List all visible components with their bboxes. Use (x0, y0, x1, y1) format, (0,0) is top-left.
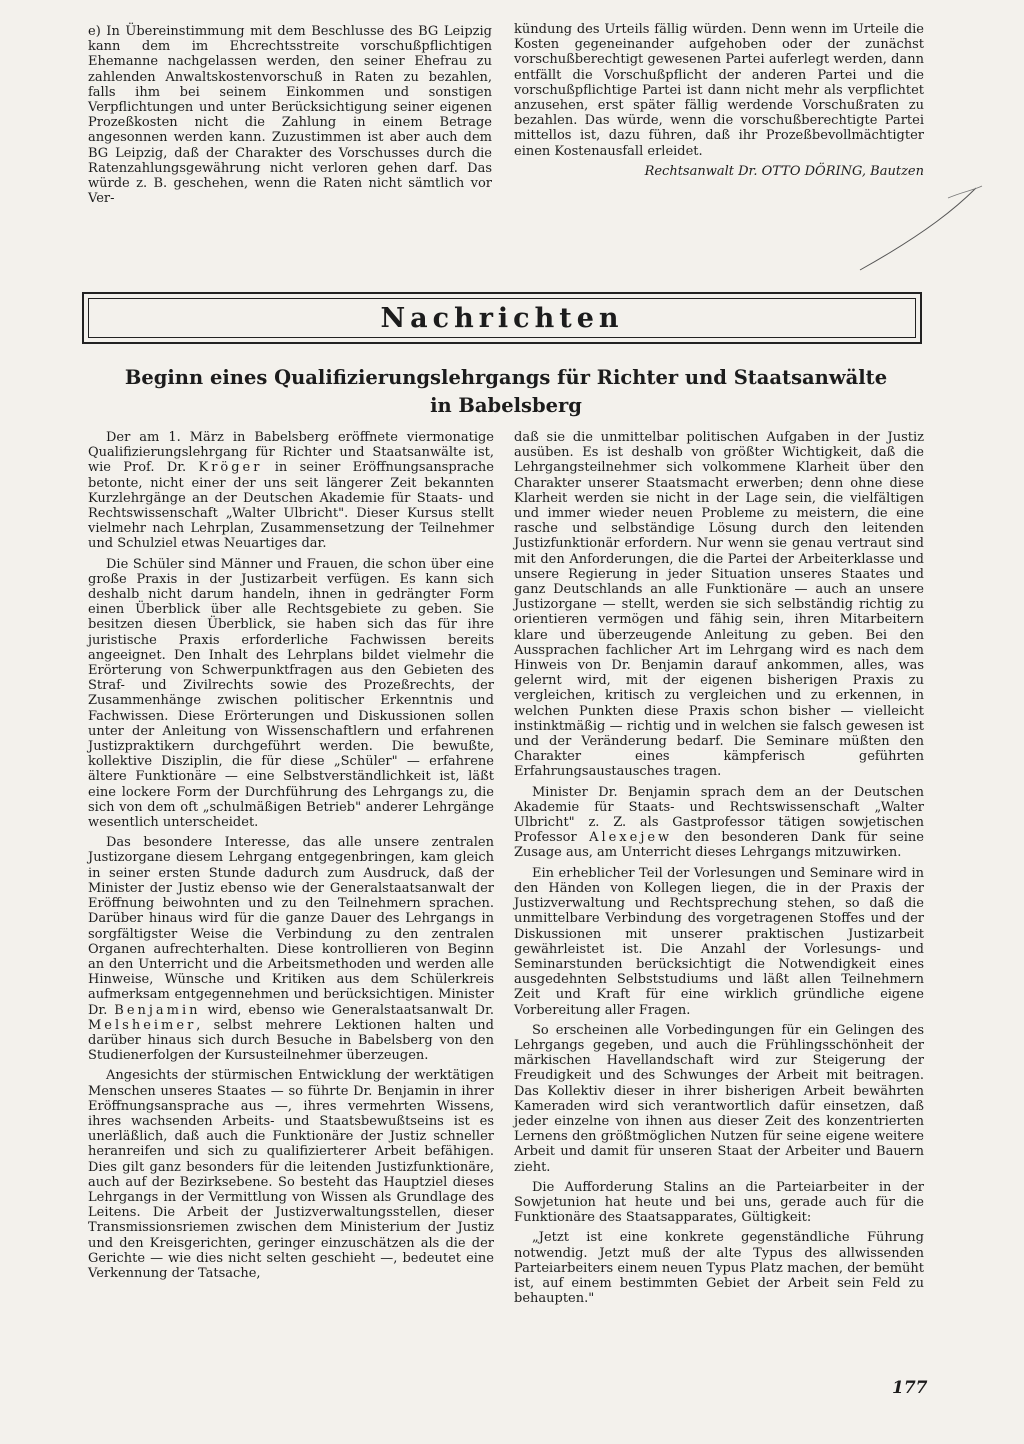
headline-line-2: in Babelsberg (430, 394, 582, 417)
article-paragraph (88, 835, 494, 1063)
top-right-column (514, 22, 924, 179)
article-paragraph (514, 785, 924, 861)
text-run: Minister Dr. Benjamin sprach dem an der Deutschen Akademie für Staats- und Rechtswissenschaft „Walter Ulbricht" z. Z. als Gastprofessor tätigen sowjetischen Professor (514, 784, 924, 846)
article-left-column (88, 430, 494, 1286)
person-name: Alexejew (589, 830, 673, 846)
person-name: Melsheimer (88, 1017, 197, 1033)
stalin-quote: „Jetzt ist eine konkrete gegenständliche Führung notwendig. Jetzt muß der alte Typus des allwissenden Parteiarbeiters einem neuen Typus Platz machen, der bemüht ist, auf einem bestimmten Gebiet der Arbeit sein Feld zu behaupten." (514, 1230, 924, 1307)
page-number: 177 (892, 1378, 928, 1398)
article-paragraph (88, 430, 494, 552)
article-paragraph: Die Aufforderung Stalins an die Parteiarbeiter in der Sowjetunion hat heute und bei uns, gerade auch für die Funktionäre des Staatsapparates, Gültigkeit: (514, 1179, 924, 1226)
text-run: wird, ebenso wie Generalstaatsanwalt Dr. (207, 1002, 494, 1018)
article-paragraph: Ein erheblicher Teil der Vorlesungen und Seminare wird in den Händen von Kollegen liegen, die in der Praxis der Justizverwaltung und Rechtsprechung stehen, so daß die unmittelbare Verbindung des vorgetragenen Stoffes und der Diskussionen mit unserer praktischen Justizarbeit gewährleistet ist. Die Anzahl der Vorlesungs- und Seminarstunden berücksichtigt die Notwendigkeit eines ausgedehnten Selbststudiums und läßt allen Teilnehmern Zeit und Kraft für eine wirklich gründliche eigene Vorbereitung aller Fragen. (514, 865, 924, 1018)
person-name: Kröger (198, 460, 263, 476)
text-run: Das besondere Interesse, das alle unsere zentralen Justizorgane diesem Lehrgang entgegenbringen, kam gleich in seiner ersten Stunde dadurch zum Ausdruck, daß der Minister der Justiz ebenso wie der Generalstaatsanwalt der Eröffnung beiwohnten und zu den Teilnehmern sprachen. Darüber hinaus wird für die ganze Dauer des Lehrgangs in sorgfältigster Weise die Verbindung zu den zentralen Organen aufrechterhalten. Diese kontrollieren von Beginn an den Unterricht und die Arbeitsmethoden und werden alle Hinweise, Wünsche und Kritiken aus dem Schülerkreis aufmerksam entgegennehmen und berücksichtigen. Minister Dr. (88, 835, 494, 1018)
headline-line-1: Beginn eines Qualifizierungslehrgangs für Richter und Staatsanwälte (124, 366, 888, 389)
pen-stroke-mark (858, 184, 998, 274)
article-right-column (514, 430, 924, 1311)
article-headline (88, 364, 924, 420)
person-name: Benjamin (114, 1002, 201, 1018)
top-left-column (88, 24, 492, 211)
section-title: Nachrichten (380, 302, 624, 334)
text-run: den besonderen Dank für seine Zusage aus, am Unterricht dieses Lehrgangs mitzuwirken. (514, 830, 924, 861)
article-paragraph: Angesichts der stürmischen Entwicklung der werktätigen Menschen unseres Staates — so führte Dr. Benjamin in ihrer Eröffnungsansprache aus —, ihres vermehrten Wissens, ihres wachsenden Arbeits- und Staatsbewußtseins ist es unerläßlich, daß auch die Funktionäre der Justiz schneller heranreifen und sich zu qualifizierterer Arbeit befähigen. Dies gilt ganz besonders für die leitenden Justizfunktionäre, auch auf der Bezirksebene. So besteht das Hauptziel dieses Lehrgangs in der Vermittlung von Wissen als Grundlage des Leitens. Die Arbeit der Justizverwaltungsstellen, dieser Transmissionsriemen zwischen dem Ministerium der Justiz und den Kreisgerichten, geringer einzuschätzen als die der Gerichte — wie dies nicht selten geschieht —, bedeutet eine Verkennung der Tatsache, (88, 1068, 494, 1281)
top-right-paragraph: kündung des Urteils fällig würden. Denn wenn im Urteile die Kosten gegeneinander aufgehoben oder der zunächst vorschußberechtigt gewesenen Partei auferlegt werden, dann entfällt die Vorschußpflicht der anderen Partei und die vorschußpflichtige Partei ist dann nicht mehr als verpflichtet anzusehen, erst später fällig werdende Vorschußraten zu bezahlen. Das würde, wenn die vorschußberechtigte Partei mittellos ist, dazu führen, daß ihr Prozeßbevollmächtigter einen Kostenausfall erleidet. (514, 22, 924, 159)
text-run: Der am 1. März in Babelsberg eröffnete viermonatige Qualifizierungslehrgang für Richter und Staatsanwälte ist, wie Prof. Dr. (88, 430, 494, 476)
text-run: , selbst mehrere Lektionen halten und darüber hinaus sich durch Besuche in Babelsberg von den Studienerfolgen der Kursusteilnehmer überzeugen. (88, 1017, 494, 1064)
section-banner (82, 292, 922, 344)
text-run: in seiner Eröffnungsansprache betonte, nicht einer der uns seit längerer Zeit bekannten Kurzlehrgänge an der Deutschen Akademie für Staats- und Rechtswissenschaft „Walter Ulbricht". Dieser Kursus stellt vielmehr nach Lehrplan, Zusammensetzung der Teilnehmer und Schulziel etwas Neuartiges dar. (88, 460, 494, 552)
article-paragraph: Die Schüler sind Männer und Frauen, die schon über eine große Praxis in der Justizarbeit verfügen. Es kann sich deshalb nicht darum handeln, ihnen in gedrängter Form einen Überblick über alle Rechtsgebiete zu geben. Sie besitzen diesen Überblick, sie haben sich das für ihre juristische Praxis erforderliche Fachwissen bereits angeeignet. Den Inhalt des Lehrplans bildet vielmehr die Erörterung von Schwerpunktfragen aus den Gebieten des Straf- und Zivilrechts sowie des Prozeßrechts, der Zusammenhänge zwischen politischer Erkenntnis und Fachwissen. Diese Erörterungen und Diskussionen sollen unter der Anleitung von Wissenschaftlern und erfahrenen Justizpraktikern durchgeführt werden. Die bewußte, kollektive Disziplin, die für diese „Schüler" — erfahrene ältere Funktionäre — eine Selbstverständlichkeit ist, läßt eine lockere Form der Durchführung des Lehrgangs zu, die sich von dem oft „schulmäßigen Betrieb" anderer Lehrgänge wesentlich unterscheidet. (88, 556, 494, 831)
article-paragraph: So erscheinen alle Vorbedingungen für ein Gelingen des Lehrgangs gegeben, und auch die Frühlingsschönheit der märkischen Havellandschaft wird zur Steigerung der Freudigkeit und des Schwunges der Arbeit mit beitragen. Das Kollektiv dieser in ihrer bisherigen Arbeit bewährten Kameraden wird sich verantwortlich dafür einsetzen, daß jeder einzelne von ihnen aus dieser Zeit des konzentrierten Lernens den größtmöglichen Nutzen für seine eigene weitere Arbeit und damit für unseren Staat der Arbeiter und Bauern zieht. (514, 1022, 924, 1175)
top-left-paragraph: e) In Übereinstimmung mit dem Beschlusse des BG Leipzig kann dem im Ehcrechtsstreite vorschußpflichtigen Ehemanne nachgelassen werden, den seiner Ehefrau zu zahlenden Anwaltskostenvorschuß in Raten zu bezahlen, falls ihm bei seinem Einkommen und sonstigen Verpflichtungen und unter Berücksichtigung seiner eigenen Prozeßkosten nicht die Zahlung in einem Betrage angesonnen werden kann. Zuzustimmen ist aber auch dem BG Leipzig, daß der Charakter des Vorschusses durch die Ratenzahlungsgewährung nicht verloren gehen darf. Das würde z. B. geschehen, wenn die Raten nicht sämtlich vor Ver- (88, 24, 492, 207)
article-paragraph: daß sie die unmittelbar politischen Aufgaben in der Justiz ausüben. Es ist deshalb von größter Wichtigkeit, daß die Lehrgangsteilnehmer sich volkommene Klarheit über den Charakter unserer Staatsmacht erwerben; denn ohne diese Klarheit werden sie nicht in der Lage sein, die vielfältigen und immer wieder neuen Probleme zu meistern, die eine rasche und selbständige Lösung durch den leitenden Justizfunktionär erfordern. Nur wenn sie genau vertraut sind mit den Anforderungen, die die Partei der Arbeiterklasse und unsere Regierung in jeder Situation unseres Staates und ganz Deutschlands an alle Funktionäre — auch an unsere Justizorgane — stellt, werden sie sich selbständig richtig zu orientieren vermögen und fähig sein, ihren Mitarbeitern klare und überzeugende Anleitung zu geben. Bei den Aussprachen fachlicher Art im Lehrgang wird es nach dem Hinweis von Dr. Benjamin darauf ankommen, alles, was gelernt wird, mit der eigenen bisherigen Praxis zu vergleichen, kritisch zu vergleichen und zu erkennen, in welchen Punkten diese Praxis schon bisher — vielleicht instinktmäßig — richtig und in welchen sie falsch gewesen ist und der Veränderung bedarf. Die Seminare müßten den Charakter eines kämpferisch geführten Erfahrungsaustausches tragen. (514, 430, 924, 780)
author-signature: Rechtsanwalt Dr. OTTO DÖRING, Bautzen (644, 163, 924, 179)
